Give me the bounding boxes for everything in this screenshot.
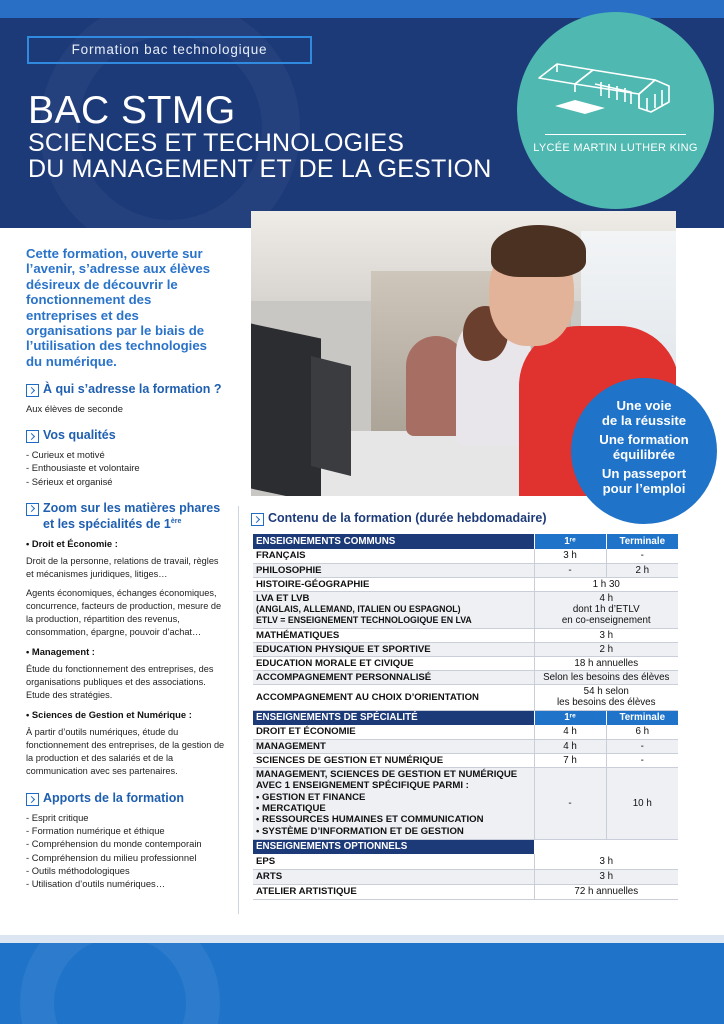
subtitle-line-1: SCIENCES ET TECHNOLOGIES [28, 129, 405, 157]
list-item: - Esprit critique [26, 812, 89, 824]
column-divider [238, 506, 239, 914]
zoom-title-line-2: et les spécialités de 1 [43, 517, 171, 532]
zoom-title-sup: ère [170, 517, 182, 525]
section-zoom-title [43, 501, 220, 531]
section-apports [26, 791, 226, 806]
list-item: - Curieux et motivé [26, 449, 105, 461]
table-row [253, 884, 678, 899]
col-terminale-header: Terminale [606, 534, 678, 549]
section-apports-title: Apports de la formation [43, 791, 184, 806]
col-terminale-header: Terminale [606, 710, 678, 725]
photo-student-3-hair [491, 225, 586, 277]
spec-header: ENSEIGNEMENTS DE SPÉCIALITÉ [253, 710, 534, 725]
msgn-line-2: AVEC 1 ENSEIGNEMENT SPÉCIFIQUE PARMI : [256, 780, 469, 792]
who-text: Aux élèves de seconde [26, 403, 123, 415]
cell-value: - [606, 549, 678, 563]
decorative-swirl [20, 943, 220, 1024]
msgn-line-1: MANAGEMENT, SCIENCES DE GESTION ET NUMÉRIQUE [256, 768, 518, 780]
table-row [253, 563, 678, 577]
table-row [253, 854, 678, 869]
row-label: EDUCATION MORALE ET CIVIQUE [253, 656, 534, 670]
cell-value: 18 h annuelles [534, 656, 678, 670]
zoom-title-line-1: Zoom sur les matières phares [43, 500, 221, 515]
row-label: MANAGEMENT [253, 739, 534, 753]
cell-value [534, 591, 678, 628]
sgn-heading: • Sciences de Gestion et Numérique : [26, 709, 192, 721]
management-heading: • Management : [26, 646, 95, 658]
list-item: - Utilisation d’outils numériques… [26, 878, 166, 890]
msgn-line-5: • RESSOURCES HUMAINES ET COMMUNICATION [256, 814, 484, 826]
cell-value: 2 h [606, 563, 678, 577]
table-row [253, 656, 678, 670]
section-contenu-title: Contenu de la formation (durée hebdomadaire) [268, 511, 547, 525]
badge-line-5: Un passeport [601, 466, 687, 481]
footer-separator [0, 935, 724, 943]
list-item: - Formation numérique et éthique [26, 825, 165, 837]
qualities-list [26, 448, 226, 488]
badge-line-3: Une formation [599, 432, 689, 447]
lva-line-2: (ANGLAIS, ALLEMAND, ITALIEN OU ESPAGNOL) [256, 603, 461, 614]
section-zoom [26, 501, 226, 531]
badge-line-4: équilibrée [612, 447, 676, 462]
logo-divider [545, 134, 686, 135]
orient-value-2: les besoins des élèves [556, 697, 656, 709]
list-item: - Enthousiaste et volontaire [26, 462, 140, 474]
cell-value: - [606, 753, 678, 767]
left-column [26, 246, 226, 890]
footer-banner [0, 943, 724, 1024]
highlight-badge [571, 378, 717, 524]
table-row [253, 869, 678, 884]
table-row [253, 628, 678, 642]
communs-header: ENSEIGNEMENTS COMMUNS [253, 534, 534, 549]
cell-value: - [606, 739, 678, 753]
table-row [253, 642, 678, 656]
row-label [253, 767, 534, 839]
section-who [26, 382, 226, 397]
list-item: - Compréhension du monde contemporain [26, 838, 202, 850]
opt-header: ENSEIGNEMENTS OPTIONNELS [253, 839, 534, 854]
droit-heading: • Droit et Économie : [26, 538, 118, 550]
row-label: EPS [253, 854, 534, 869]
row-label: SCIENCES DE GESTION ET NUMÉRIQUE [253, 753, 534, 767]
cell-value: - [534, 767, 606, 839]
table-row [253, 767, 678, 839]
intro-text: Cette formation, ouverte sur l’avenir, s’adresse aux élèves désireux de découvrir le fonctionnement des entreprises et des organisations par le biais de l’utilisation des technologies du numérique. [26, 246, 211, 369]
table-row [253, 670, 678, 684]
row-label: EDUCATION PHYSIQUE ET SPORTIVE [253, 642, 534, 656]
opt-header-blank [534, 839, 678, 854]
cell-value: 4 h [534, 739, 606, 753]
badge-line-6: pour l’emploi [602, 481, 686, 496]
lva-value-3: en co-enseignement [561, 615, 651, 627]
page-subtitle [28, 130, 492, 182]
page-title: BAC STMG [28, 89, 236, 132]
sgn-paragraph: À partir d’outils numériques, étude du fonctionnement des entreprises, de la gestion de la production et des salariés et de la communication avec ses partenaires. [26, 727, 225, 777]
col-1re-header: 1ʳᵉ [534, 710, 606, 725]
orient-value-1: 54 h selon [583, 685, 629, 697]
row-label: ACCOMPAGNEMENT AU CHOIX D’ORIENTATION [253, 684, 534, 710]
table-header-row [253, 710, 678, 725]
building-icon [535, 50, 695, 130]
chevron-right-icon [26, 430, 39, 443]
row-label: HISTOIRE-GÉOGRAPHIE [253, 577, 534, 591]
school-name: LYCÉE MARTIN LUTHER KING [533, 142, 698, 154]
table-row [253, 725, 678, 739]
cell-value: - [534, 563, 606, 577]
lva-line-3: ETLV = ENSEIGNEMENT TECHNOLOGIQUE EN LVA [256, 615, 472, 626]
chevron-right-icon [26, 384, 39, 397]
cell-value [534, 684, 678, 710]
lva-line-1: LVA ET LVB [256, 592, 310, 604]
row-label: ARTS [253, 869, 534, 884]
section-contenu [251, 511, 547, 526]
cell-value: 4 h [534, 725, 606, 739]
cell-value: 1 h 30 [534, 577, 678, 591]
table-row [253, 739, 678, 753]
row-label: DROIT ET ÉCONOMIE [253, 725, 534, 739]
col-1re-header: 1ʳᵉ [534, 534, 606, 549]
schedule-table [253, 534, 678, 900]
table-row [253, 549, 678, 563]
formation-tag: Formation bac technologique [27, 36, 312, 64]
table-row [253, 753, 678, 767]
chevron-right-icon [26, 503, 39, 516]
management-paragraph: Étude du fonctionnement des entreprises, des organisations publiques et des associations. Etude des stratégies. [26, 664, 214, 701]
chevron-right-icon [251, 513, 264, 526]
apports-list [26, 811, 226, 890]
msgn-line-4: • MERCATIQUE [256, 803, 326, 815]
section-qualities [26, 428, 226, 443]
row-label: ACCOMPAGNEMENT PERSONNALISÉ [253, 670, 534, 684]
row-label [253, 591, 534, 628]
droit-paragraph-2: Agents économiques, échanges économiques, concurrence, facteurs de production, mesure de la production, répartition des revenus, consommation, épargne, pouvoir d’achat… [26, 588, 222, 638]
lva-value-2: dont 1h d’ETLV [572, 603, 640, 615]
row-label: PHILOSOPHIE [253, 563, 534, 577]
section-qualities-title: Vos qualités [43, 428, 116, 443]
cell-value: 3 h [534, 549, 606, 563]
chevron-right-icon [26, 793, 39, 806]
row-label: MATHÉMATIQUES [253, 628, 534, 642]
cell-value: 2 h [534, 642, 678, 656]
photo-monitor-2 [311, 356, 351, 476]
table-row [253, 684, 678, 710]
table-row [253, 577, 678, 591]
table-row [253, 591, 678, 628]
list-item: - Sérieux et organisé [26, 475, 113, 487]
badge-line-1: Une voie [616, 398, 672, 413]
school-logo [517, 12, 714, 209]
lva-value-1: 4 h [599, 592, 614, 604]
section-who-title: À qui s’adresse la formation ? [43, 382, 222, 397]
row-label: FRANÇAIS [253, 549, 534, 563]
badge-line-2: de la réussite [601, 413, 687, 428]
cell-value: 3 h [534, 628, 678, 642]
cell-value: 3 h [534, 869, 678, 884]
list-item: - Compréhension du milieu professionnel [26, 851, 197, 863]
cell-value: 3 h [534, 854, 678, 869]
table-header-row [253, 534, 678, 549]
msgn-line-6: • SYSTÈME D’INFORMATION ET DE GESTION [256, 825, 464, 837]
msgn-line-3: • GESTION ET FINANCE [256, 791, 366, 803]
cell-value: 7 h [534, 753, 606, 767]
cell-value: 10 h [606, 767, 678, 839]
row-label: ATELIER ARTISTIQUE [253, 884, 534, 899]
cell-value: 6 h [606, 725, 678, 739]
cell-value: Selon les besoins des élèves [534, 670, 678, 684]
droit-paragraph-1: Droit de la personne, relations de travail, règles et mécanismes juridiques, litiges… [26, 556, 219, 580]
table-header-row [253, 839, 678, 854]
list-item: - Outils méthodologiques [26, 864, 130, 876]
cell-value: 72 h annuelles [534, 884, 678, 899]
subtitle-line-2: DU MANAGEMENT ET DE LA GESTION [28, 155, 492, 183]
